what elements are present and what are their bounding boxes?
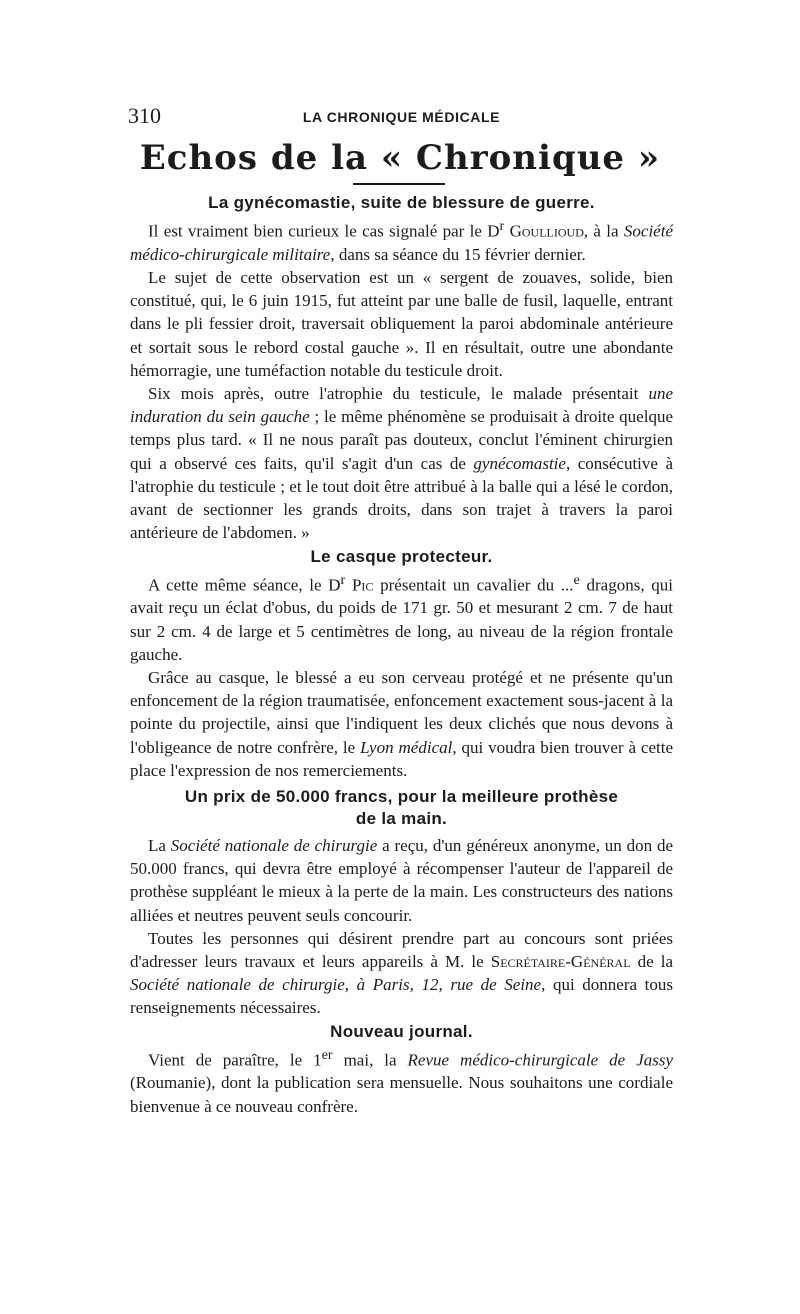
superscript: er: [321, 1046, 333, 1063]
text-run: Vient de paraître, le 1: [148, 1050, 322, 1070]
italic-run: une induration du sein gauche: [130, 384, 673, 427]
small-caps-run: Secrétaire-Général: [490, 952, 631, 971]
text-run: Toutes les personnes qui désirent prendre part au concours sont priées d'adresser leurs travaux et leurs appareils à M. le: [130, 928, 673, 971]
paragraph: [130, 215, 673, 266]
article-column: [130, 191, 673, 1118]
article-nouveau-journal: [130, 1020, 673, 1118]
paragraph: [130, 569, 673, 666]
text-run: présentait un cavalier du ...: [373, 575, 574, 595]
paragraph: [130, 1044, 673, 1118]
author-name: Pic: [351, 575, 374, 595]
italic-run: gynécomastie: [473, 453, 566, 473]
running-title: LA CHRONIQUE MÉDICALE: [302, 109, 501, 125]
heading-line: Un prix de 50.000 francs, pour la meilleure prothèse: [184, 786, 619, 806]
article-heading: [130, 786, 673, 830]
article-gynecomastie: [130, 191, 673, 545]
section-title: Echos de la « Chronique »: [139, 138, 661, 178]
article-casque: [130, 545, 673, 782]
italic-run: Société nationale de chirurgie: [170, 835, 378, 855]
paragraph: [130, 834, 673, 927]
text-run: , qui donnera tous renseignements nécessaires.: [130, 975, 673, 1018]
text-run: A cette même séance, le D: [148, 575, 341, 595]
text-run: ; le même phénomène se produisait à droite quelque temps plus tard. « Il ne nous paraît pas douteux, conclut l'éminent chirurgien qui a observé ces faits, qu'il s'agit d'un cas de: [130, 407, 673, 473]
page-header: [128, 103, 675, 131]
text-run: de la: [630, 952, 673, 971]
paragraph: [130, 382, 673, 544]
text-run: , à la: [583, 221, 624, 241]
text-run: La: [148, 835, 171, 855]
text-run: , qui voudra bien trouver à cette place l'expression de nos remerciements.: [130, 737, 674, 780]
italic-run: Société médico-chirurgicale militaire: [130, 221, 673, 264]
text-run: Il est vraiment bien curieux le cas signalé par le D: [148, 221, 500, 241]
title-rule: [353, 183, 445, 185]
italic-run: Lyon médical: [360, 737, 453, 757]
superscript: r: [499, 218, 505, 234]
superscript: r: [340, 571, 346, 588]
paragraph: [130, 927, 673, 1020]
heading-line: de la main.: [355, 808, 448, 828]
text-run: mai, la: [332, 1050, 408, 1070]
paragraph: Le sujet de cette observation est un « sergent de zouaves, solide, bien constitué, qui, le 6 juin 1915, fut atteint par une balle de fusil, laquelle, entrant dans le pli fessier droit, traversait obliquement la paroi abdominale antérieure et sortait sous le rebord costal gauche ». Il en résultait, outre une abondante hémorragie, une tuméfaction notable du testicule droit.: [130, 268, 673, 380]
text-run: Six mois après, outre l'atrophie du testicule, le malade présentait: [148, 384, 649, 404]
article-heading: Le casque protecteur.: [310, 546, 493, 566]
italic-run: Revue médico-chirurgicale de Jassy: [407, 1050, 674, 1070]
superscript: e: [573, 571, 580, 588]
author-name: Goullioud: [509, 221, 584, 241]
article-heading: La gynécomastie, suite de blessure de guerre.: [208, 193, 595, 212]
page-number: 310: [128, 103, 161, 128]
article-prix-prothese: [130, 786, 673, 1020]
paragraph: [130, 666, 673, 782]
text-run: Grâce au casque, le blessé a eu son cerveau protégé et ne présente qu'un enfoncement de la région traumatisée, enfoncement exactement sous-jacent à la pointe du projectile, ainsi que l'indiquent les deux clichés que nous devons à l'obligeance de notre confrère, le: [130, 667, 673, 757]
text-run: , consécutive à l'atrophie du testicule ; et le tout doit être attribué à la balle qui a lésé le cordon, avant de sectionner les grands droits, dans son trajet à travers la paroi antérieure de l'abdomen. »: [130, 453, 674, 543]
text-run: , dans sa séance du 15 février dernier.: [330, 244, 586, 264]
text-run: dragons, qui avait reçu un éclat d'obus, du poids de 171 gr. 50 et mesurant 2 cm. 7 de haut sur 2 cm. 4 de large et 5 centimètres de long, au niveau de la région frontale gauche.: [130, 575, 674, 664]
text-run: a reçu, d'un généreux anonyme, un don de 50.000 francs, qui devra être employé à récompenser l'auteur de l'appareil de prothèse suppléant le mieux à la perte de la main. Les constructeurs des nations alliées et neutres peuvent seuls concourir.: [130, 835, 673, 925]
text-run: (Roumanie), dont la publication sera mensuelle. Nous souhaitons une cordiale bienvenue à ce nouveau confrère.: [130, 1073, 673, 1116]
italic-run: Société nationale de chirurgie, à Paris, 12, rue de Seine: [130, 975, 542, 995]
article-heading: Nouveau journal.: [330, 1021, 473, 1041]
